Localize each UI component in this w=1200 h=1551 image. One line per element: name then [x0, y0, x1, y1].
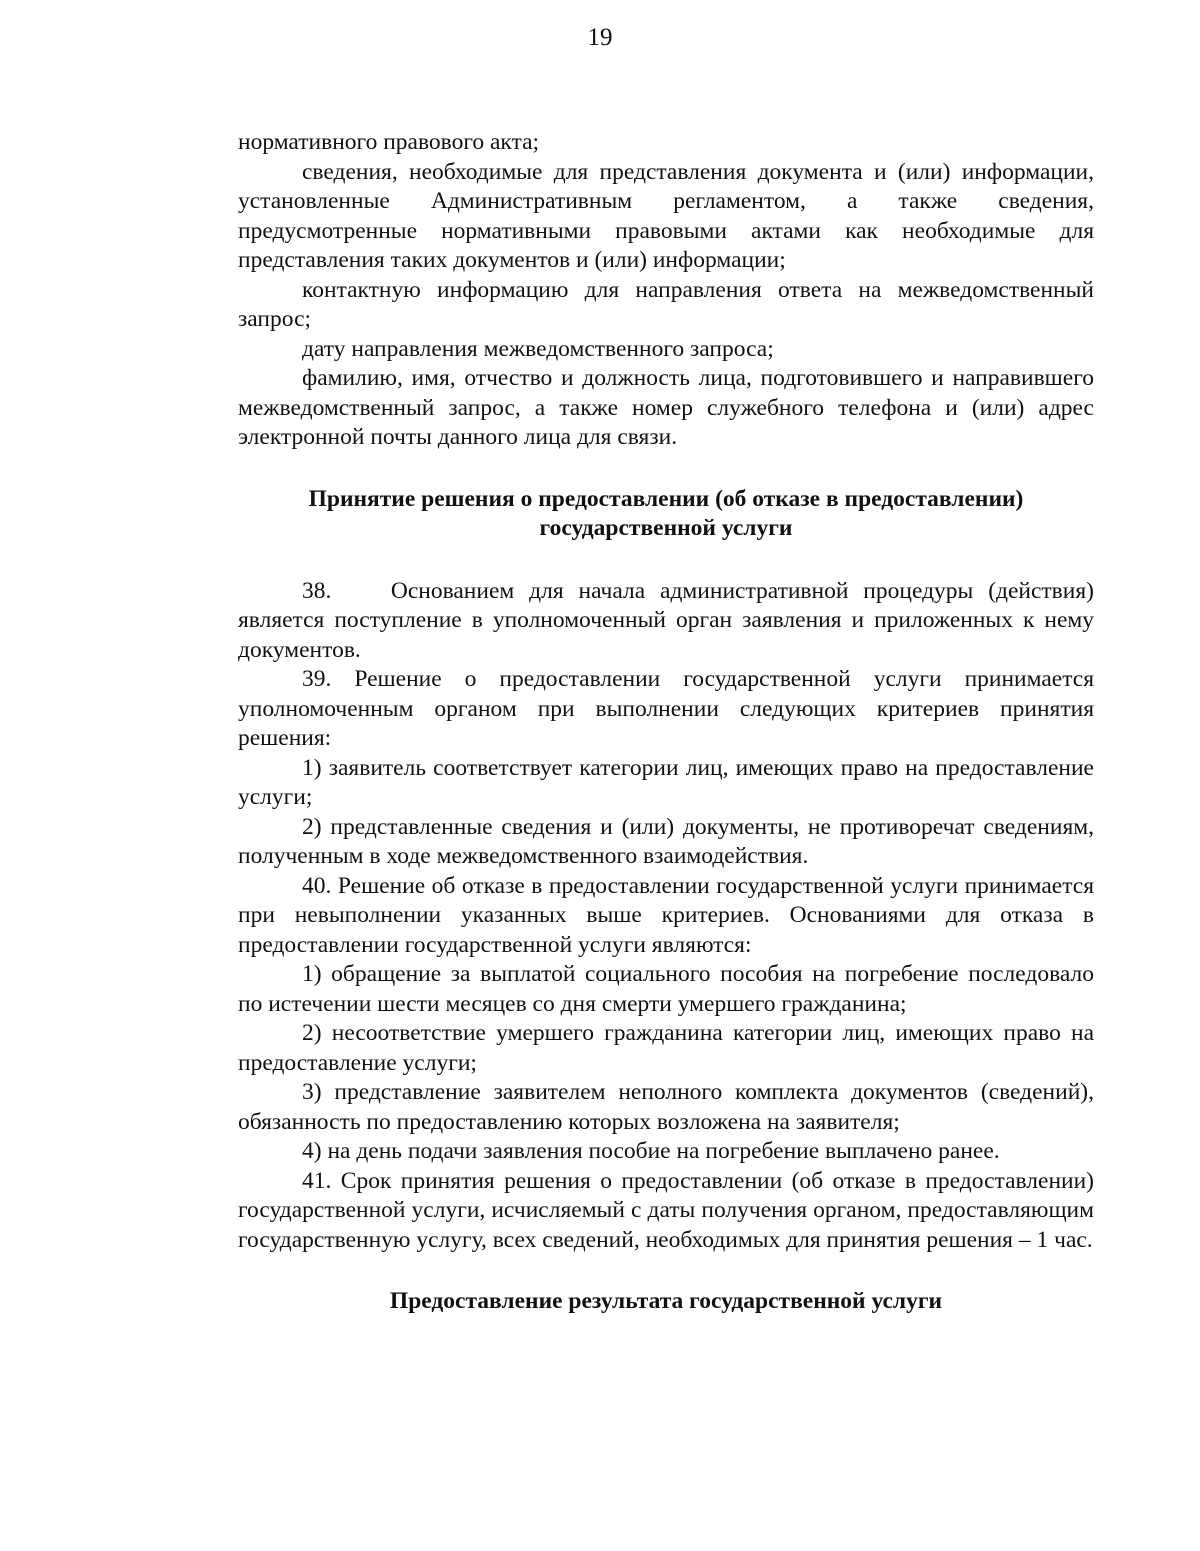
paragraph: 2) несоответствие умершего гражданина категории лиц, имеющих право на предоставление услуги; — [238, 1020, 1094, 1076]
top-paragraphs — [238, 128, 1094, 453]
paragraph: 2) представленные сведения и (или) документы, не противоречат сведениям, полученным в ходе межведомственного взаимодействия. — [238, 813, 1094, 869]
paragraph: 1) заявитель соответствует категории лиц, имеющих право на предоставление услуги; — [238, 754, 1094, 810]
page-number: 19 — [587, 24, 613, 51]
paragraph: сведения, необходимые для представления документа и (или) информации, установленные Административным регламентом, а также сведения, предусмотренные нормативными правовыми актами как необходимые для представления таких документов и (или) информации; — [238, 158, 1094, 273]
paragraph: 4) на день подачи заявления пособие на погребение выплачено ранее. — [302, 1138, 1000, 1164]
paragraph: 41. Срок принятия решения о предоставлении (об отказе в предоставлении) государственной услуги, исчисляемый с даты получения органом, предоставляющим государственную услугу, всех сведений, необходимых для принятия решения – 1 час. — [238, 1167, 1094, 1253]
section-heading-decision-line2: государственной услуги — [539, 515, 793, 541]
paragraph: нормативного правового акта; — [238, 129, 540, 155]
paragraph: 38. Основанием для начала административной процедуры (действия) является поступление в уполномоченный орган заявления и приложенных к нему документов. — [238, 577, 1094, 663]
paragraph: 39. Решение о предоставлении государственной услуги принимается уполномоченным органом при выполнении следующих критериев принятия решения: — [238, 666, 1094, 751]
section-heading-decision — [238, 485, 1094, 544]
paragraph: контактную информацию для направления ответа на межведомственный запрос; — [238, 276, 1094, 332]
decision-paragraphs — [238, 577, 1094, 1256]
paragraph: 40. Решение об отказе в предоставлении государственной услуги принимается при невыполнении указанных выше критериев. Основаниями для отказа в предоставлении государственной услуги являются: — [238, 872, 1094, 958]
section-heading-decision-line1: Принятие решения о предоставлении (об отказе в предоставлении) — [308, 485, 1024, 512]
section-heading-result: Предоставление результата государственной услуги — [389, 1288, 943, 1314]
paragraph: 3) представление заявителем неполного комплекта документов (сведений), обязанность по предоставлению которых возложена на заявителя; — [238, 1079, 1094, 1135]
paragraph: 1) обращение за выплатой социального пособия на погребение последовало по истечении шести месяцев со дня смерти умершего гражданина; — [238, 961, 1094, 1017]
paragraph: дату направления межведомственного запроса; — [302, 335, 774, 362]
page-content — [238, 128, 1094, 1317]
paragraph: фамилию, имя, отчество и должность лица, подготовившего и направившего межведомственный запрос, а также номер служебного телефона и (или) адрес электронной почты данного лица для связи. — [238, 365, 1094, 450]
